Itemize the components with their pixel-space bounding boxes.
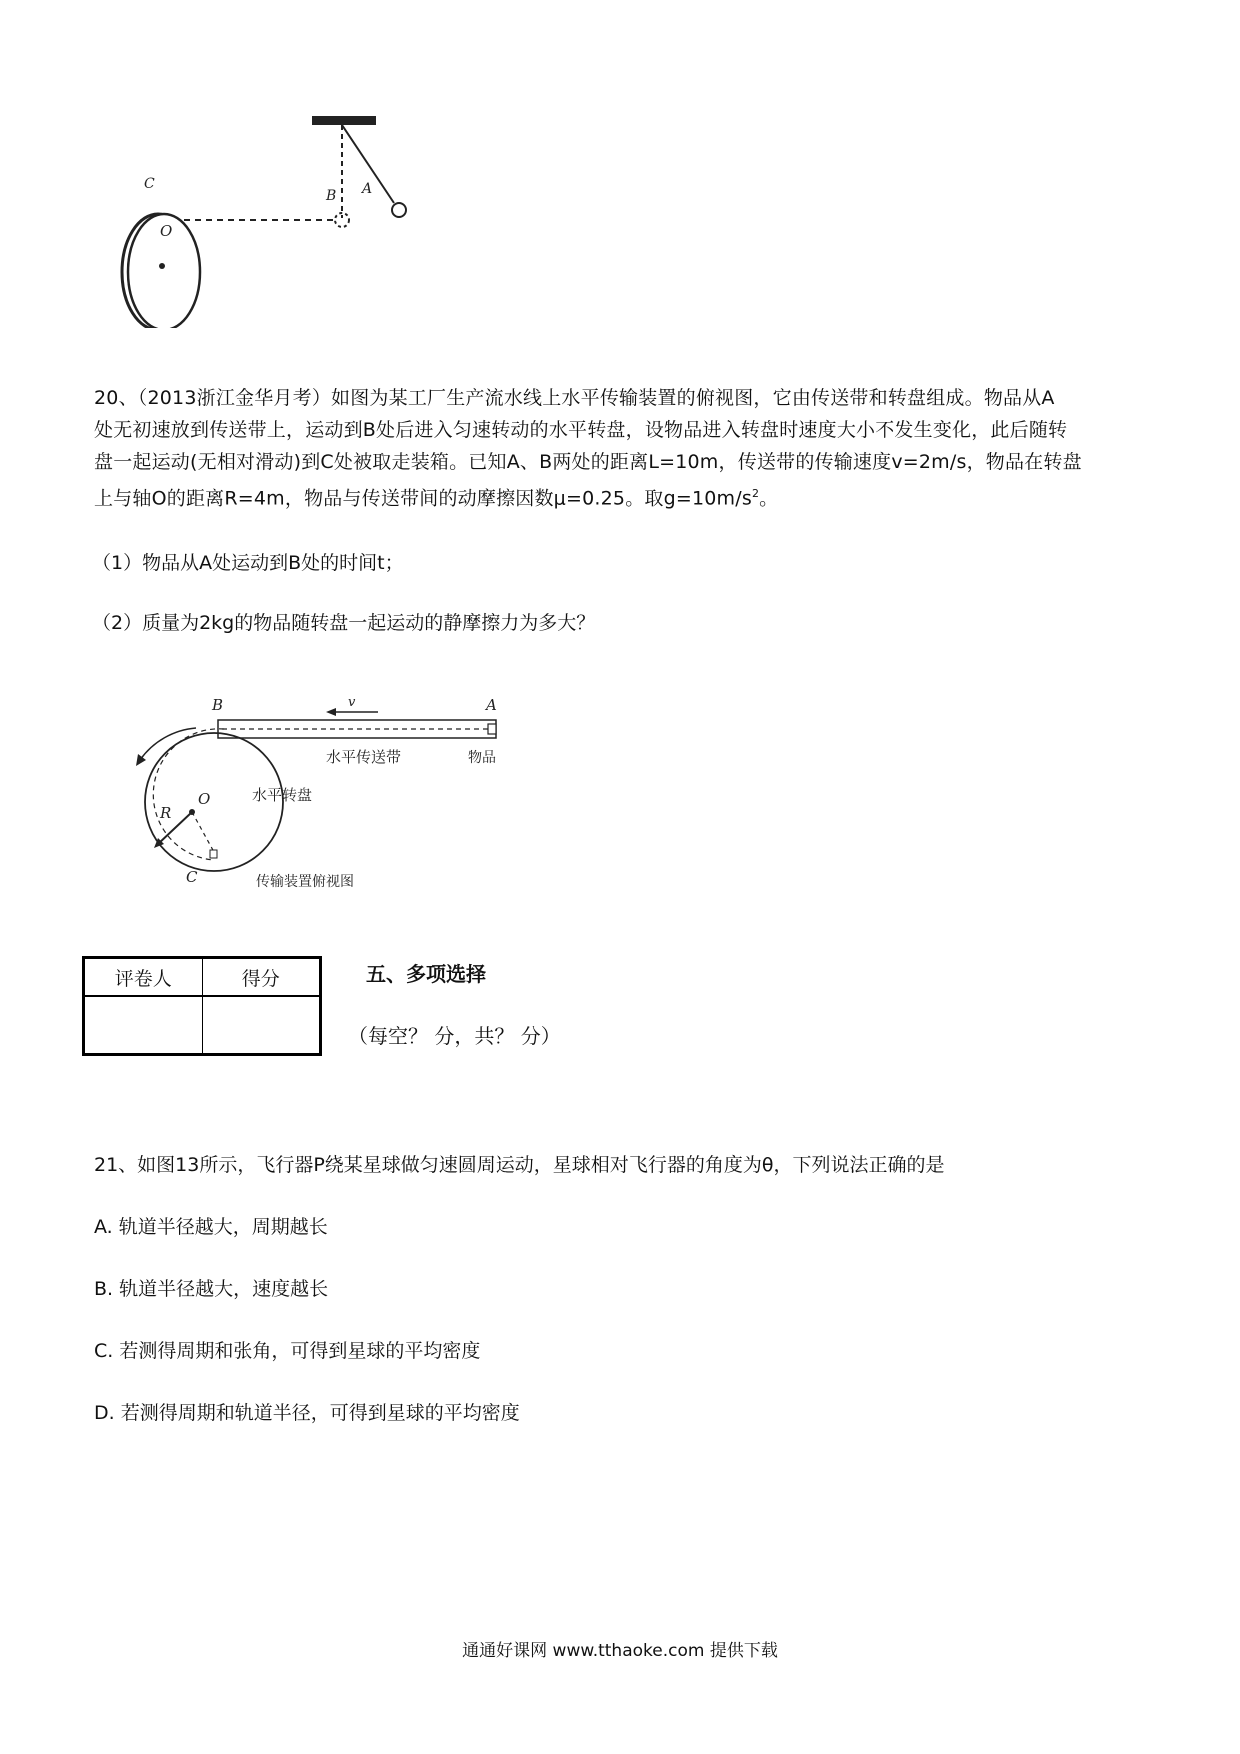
q20-line-4-superscript: 2 bbox=[751, 487, 760, 500]
rotation-arrowhead bbox=[136, 754, 146, 766]
turntable-dashed-path bbox=[153, 729, 224, 860]
q21-option-d: D. 若测得周期和轨道半径，可得到星球的平均密度 bbox=[94, 1402, 520, 1424]
label-a: A bbox=[362, 181, 373, 197]
label-item: 物品 bbox=[468, 750, 496, 766]
question-21-stem: 21、如图13所示，飞行器P绕某星球做匀速圆周运动，星球相对飞行器的角度为θ，下列说法正确的是 bbox=[94, 1154, 945, 1176]
radius-dashed-line bbox=[192, 812, 214, 852]
score-table-header bbox=[84, 958, 321, 997]
grader-header: 评卷人 bbox=[84, 958, 203, 997]
label-b: B bbox=[212, 696, 224, 714]
label-belt: 水平传送带 bbox=[326, 748, 402, 766]
section-subtitle: （每空？ 分，共？ 分） bbox=[348, 1024, 561, 1048]
section-title: 五、多项选择 bbox=[366, 962, 486, 986]
score-header: 得分 bbox=[202, 958, 321, 997]
q21-option-a: A. 轨道半径越大，周期越长 bbox=[94, 1216, 328, 1238]
q21-option-c: C. 若测得周期和张角，可得到星球的平均密度 bbox=[94, 1340, 481, 1362]
label-c: C bbox=[144, 176, 155, 192]
score-cell bbox=[202, 996, 321, 1055]
q20-sub-1: （1）物品从A处运动到B处的时间t； bbox=[92, 552, 404, 574]
q20-sub-2: （2）质量为2kg的物品随转盘一起运动的静摩擦力为多大？ bbox=[92, 612, 596, 634]
pendulum-ball-a bbox=[392, 203, 406, 217]
q20-line-1: 20、（2013浙江金华月考）如图为某工厂生产流水线上水平传输装置的俯视图，它由传送带和转盘组成。物品从A bbox=[94, 387, 1055, 409]
ceiling-support bbox=[312, 116, 376, 125]
velocity-arrowhead bbox=[326, 708, 336, 716]
item-at-c bbox=[210, 850, 217, 858]
grader-cell bbox=[84, 996, 203, 1055]
q21-option-b: B. 轨道半径越大，速度越长 bbox=[94, 1278, 329, 1300]
score-table-body bbox=[84, 996, 321, 1055]
q20-line-3: 盘一起运动(无相对滑动)到C处被取走装箱。已知A、B两处的距离L=10m，传送带的传输速度v=2m/s，物品在转盘 bbox=[94, 451, 1082, 473]
q20-line-4-end: 。 bbox=[759, 487, 779, 510]
q20-line-4 bbox=[94, 478, 1150, 514]
question-20 bbox=[94, 382, 1150, 514]
q20-line-2: 处无初速放到传送带上，运动到B处后进入匀速转动的水平转盘，设物品进入转盘时速度大小不发生变化，此后随转 bbox=[94, 419, 1068, 441]
rotation-arrow bbox=[140, 728, 196, 760]
label-o: O bbox=[160, 222, 173, 240]
label-r: R bbox=[160, 804, 172, 822]
item-square bbox=[488, 724, 496, 734]
label-b: B bbox=[326, 188, 337, 204]
label-v: v bbox=[348, 695, 356, 710]
label-c: C bbox=[186, 868, 198, 886]
q20-line-4-main: 上与轴O的距离R=4m，物品与传送带间的动摩擦因数μ=0.25。取g=10m/s bbox=[94, 487, 752, 510]
figure-caption: 传输装置俯视图 bbox=[256, 874, 354, 890]
pendulum-disc-figure bbox=[110, 108, 440, 328]
disc-center-dot bbox=[159, 263, 165, 269]
score-table bbox=[82, 956, 322, 1056]
label-o: O bbox=[198, 790, 211, 808]
label-disc: 水平转盘 bbox=[252, 786, 313, 804]
label-a: A bbox=[486, 696, 497, 714]
page-footer: 通通好课网 www.tthaoke.com 提供下载 bbox=[462, 1641, 778, 1661]
conveyor-turntable-figure bbox=[130, 692, 520, 892]
